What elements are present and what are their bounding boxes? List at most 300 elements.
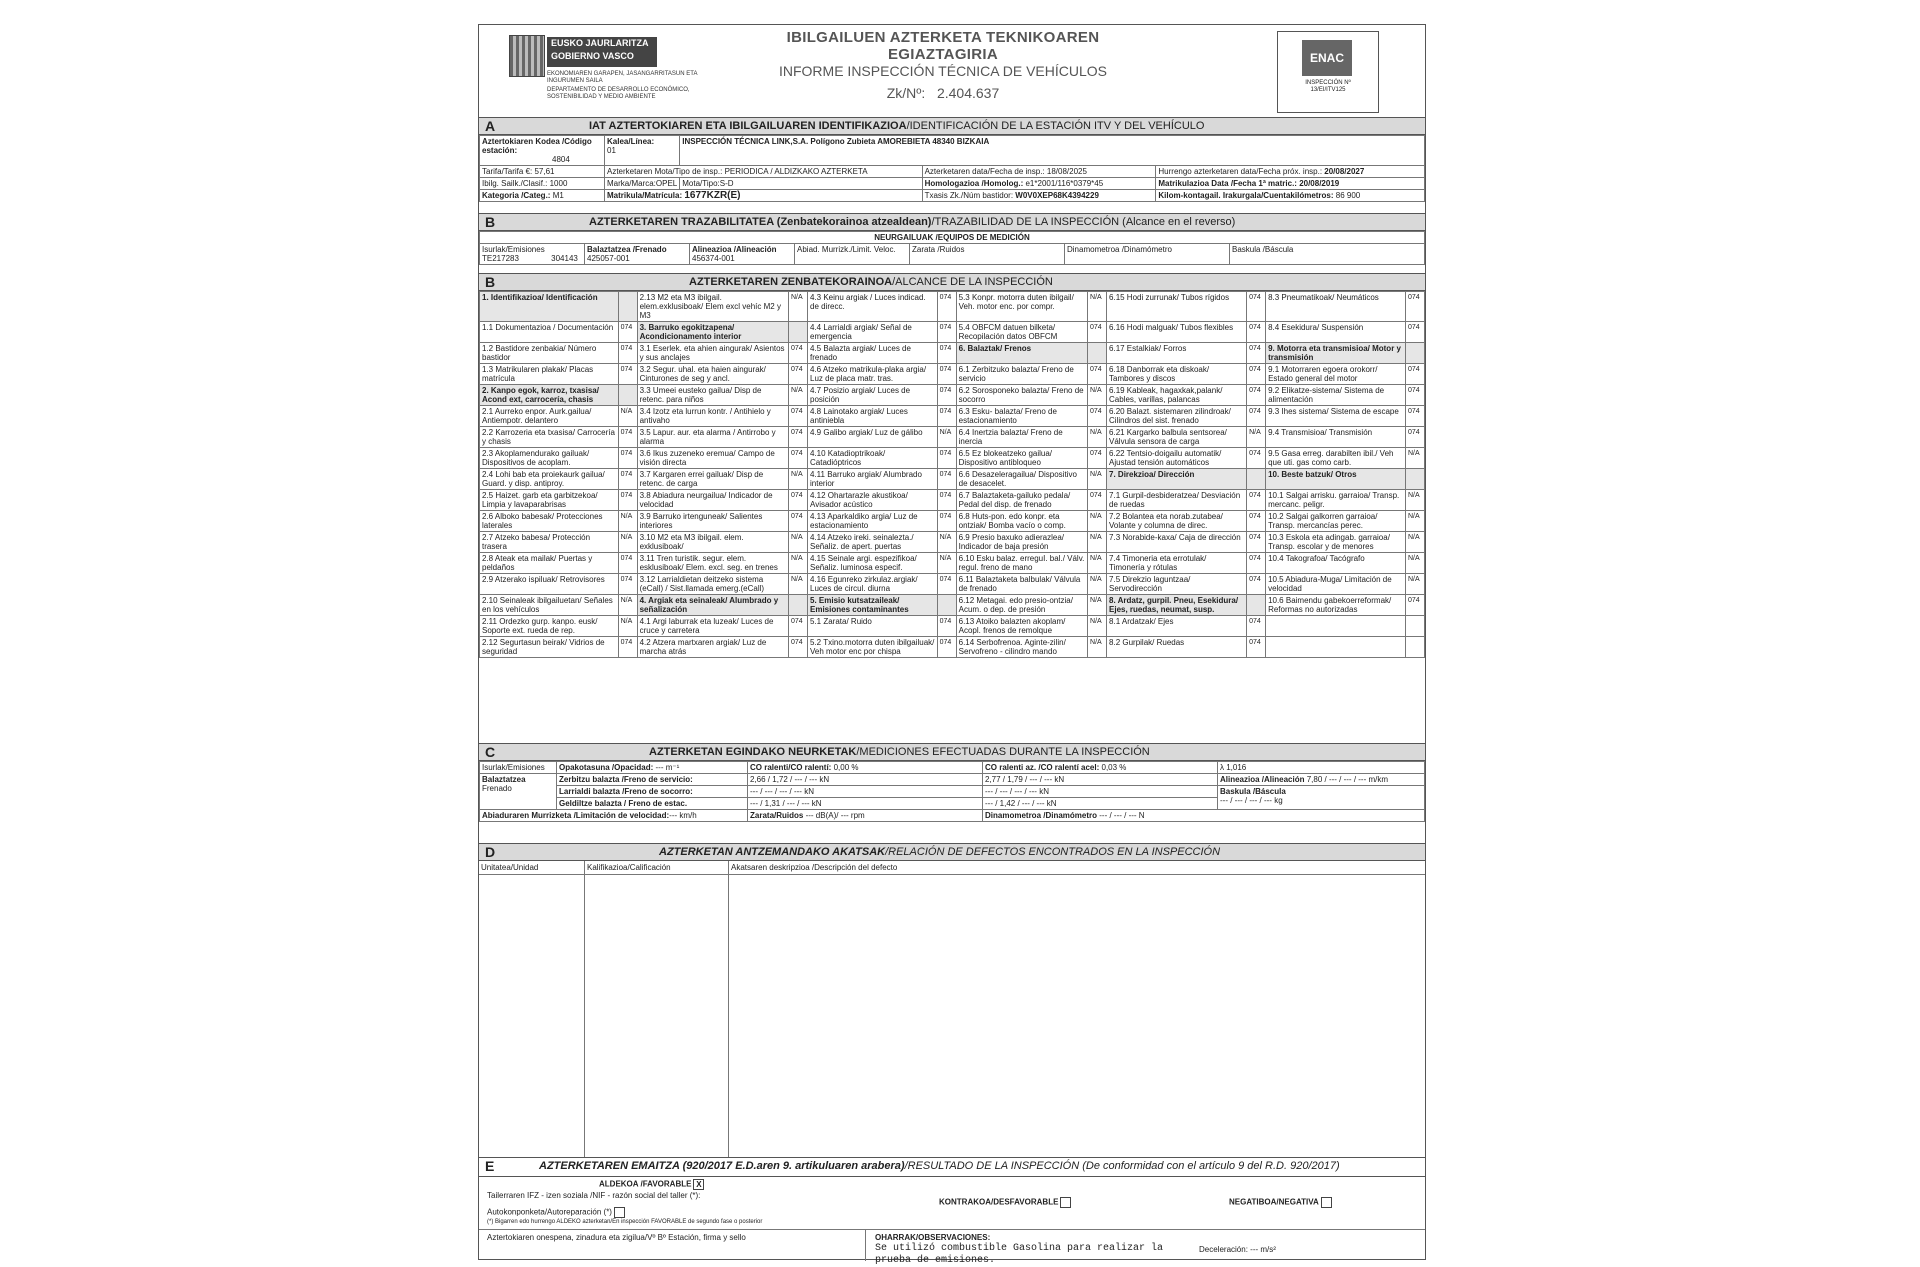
parking-brake-axle1: --- / 1,31 / --- / --- kN — [748, 798, 983, 810]
scope-item-result: 074 — [937, 574, 956, 595]
vin-cell — [922, 190, 1156, 202]
scope-item-result: 074 — [937, 343, 956, 364]
scope-item-label: 10.3 Eskola eta adingab. garraioa/ Transp. escolar y de menores — [1266, 532, 1406, 553]
scope-item-label: 4.8 Lainotako argiak/ Luces antiniebla — [808, 406, 938, 427]
scope-item-result: N/A — [1406, 511, 1425, 532]
km-cell — [1156, 190, 1425, 202]
scope-item-label: 2.1 Aurreko enpor. Aurk.gailua/ Antiempotr. delantero — [480, 406, 619, 427]
scope-item-result: 074 — [1247, 532, 1266, 553]
scope-item-label: 2.13 M2 eta M3 ibilgail. elem.exklusiboak/ Elem excl vehíc M2 y M3 — [637, 292, 788, 322]
scope-item-result: 074 — [1247, 364, 1266, 385]
scope-item-result: 074 — [1247, 406, 1266, 427]
scope-item-result: 074 — [618, 490, 637, 511]
section-title-eu: AZTERKETAN ANTZEMANDAKO AKATSAK — [659, 846, 886, 858]
scope-item-result: 074 — [789, 343, 808, 364]
scope-item-label: 6.12 Metagai. edo presio-ontzia/ Acum. o dep. de presión — [956, 595, 1087, 616]
parking-brake-label: Geldiltze balazta / Freno de estac. — [557, 798, 748, 810]
scope-item-result: N/A — [1088, 427, 1107, 448]
label: Kategoria /Categ.: — [482, 191, 551, 200]
scope-item-result: 074 — [1406, 595, 1425, 616]
favorable-result — [599, 1179, 704, 1190]
scope-row — [480, 406, 1425, 427]
scope-item-result: N/A — [1088, 553, 1107, 574]
value: M1 — [552, 191, 564, 200]
label: Dinamometroa /Dinamómetro — [985, 811, 1098, 820]
scope-item-result: 074 — [937, 637, 956, 658]
homologation-cell — [922, 178, 1156, 190]
scope-item-result: 074 — [789, 406, 808, 427]
report-number-label: Zk/Nº: — [886, 85, 926, 101]
scope-item-label: 4.1 Argi laburrak eta luzeak/ Luces de cruce y carretera — [637, 616, 788, 637]
label: Marka/Marca: — [607, 179, 656, 188]
scope-item-label: 8.3 Pneumatikoak/ Neumáticos — [1266, 292, 1406, 322]
tariff-cell — [480, 166, 605, 178]
gov-name — [547, 37, 657, 67]
section-title-es: /TRAZABILIDAD DE LA INSPECCIÓN (Alcance en el reverso) — [931, 216, 1236, 228]
value: PERIODICA / ALDIZKAKO AZTERKETA — [724, 167, 868, 176]
scope-item-label: 10. Beste batzuk/ Otros — [1266, 469, 1406, 490]
scope-item-result: N/A — [1088, 595, 1107, 616]
value: --- — [655, 763, 664, 772]
scope-item-result: 074 — [1406, 364, 1425, 385]
scope-item-label: 2.11 Ordezko gurp. kanpo. eusk/ Soporte ext. rueda de rep. — [480, 616, 619, 637]
label: Matrikulazioa Data /Fecha 1ª matric.: — [1158, 179, 1297, 188]
label: Alineazioa /Alineación — [1220, 775, 1305, 784]
scope-item-result: N/A — [1406, 574, 1425, 595]
scope-item-result: 074 — [789, 427, 808, 448]
scope-item-result — [1406, 616, 1425, 637]
gov-line2: GOBIERNO VASCO — [551, 51, 634, 61]
scope-item-label: 9.3 Ihes sistema/ Sistema de escape — [1266, 406, 1406, 427]
scope-row — [480, 292, 1425, 322]
section-title-es: /IDENTIFICACIÓN DE LA ESTACIÓN ITV Y DEL VEHÍCULO — [906, 120, 1205, 132]
scope-item-result: 074 — [1406, 427, 1425, 448]
section-b1-header — [479, 213, 1425, 231]
scope-item-label: 4.15 Seinale argi. espezifikoa/ Señaliz. luminosa especif. — [808, 553, 938, 574]
label: Homologazioa /Homolog.: — [924, 179, 1024, 188]
scope-item-result: N/A — [1088, 616, 1107, 637]
section-b1-title — [589, 214, 1235, 230]
scope-item-label: 10.6 Baimendu gabekoerreformak/ Reformas no autorizadas — [1266, 595, 1406, 616]
label: Aztertokiaren Kodea /Código estación: — [482, 137, 592, 155]
title-spanish: INFORME INSPECCIÓN TÉCNICA DE VEHÍCULOS — [778, 63, 1107, 79]
scope-item-label: 5.4 OBFCM datuen bilketa/ Recopilación datos OBFCM — [956, 322, 1087, 343]
scope-item-result: 074 — [1406, 322, 1425, 343]
scope-item-result: N/A — [1088, 574, 1107, 595]
scope-item-result: N/A — [789, 292, 808, 322]
label: λ — [1220, 763, 1224, 772]
scope-item-label: 3.11 Tren turistik. segur. elem. esklusiboak/ Elem. excl. seg. en trenes — [637, 553, 788, 574]
label: CO ralenti/CO ralentí: — [750, 763, 832, 772]
deceleration — [1199, 1245, 1276, 1254]
section-title-eu: AZTERKETAREN EMAITZA (920/2017 E.D.aren 9. artikuluaren arabera) — [539, 1160, 905, 1172]
scope-item-label: 2.4 Lohi bab eta proiekaurk gailua/ Guard. y disp. antiproy. — [480, 469, 619, 490]
negative-label: NEGATIBOA/NEGATIVA — [1229, 1197, 1319, 1207]
scope-item-label: 6.13 Atoiko balazten akoplam/ Acopl. frenos de remolque — [956, 616, 1087, 637]
scope-item-result: 074 — [1406, 406, 1425, 427]
value: OPEL — [655, 179, 678, 188]
service-brake-axle2: 2,77 / 1,79 / --- / --- kN — [983, 774, 1218, 786]
scope-item-label: 3.1 Eserlek. eta ahien aingurak/ Asientos y sus anclajes — [637, 343, 788, 364]
co-idle-cell — [748, 762, 983, 774]
scope-item-label: 4.13 Aparkaldiko argia/ Luz de estacionamiento — [808, 511, 938, 532]
scope-item-result — [618, 385, 637, 406]
scope-item-label: 6.18 Danborrak eta diskoak/ Tambores y discos — [1107, 364, 1247, 385]
label: Balaztatzea /Frenado — [587, 245, 667, 254]
self-repair — [487, 1207, 625, 1218]
self-repair-checkbox — [614, 1207, 625, 1218]
section-a-title — [589, 118, 1204, 134]
negative-checkbox — [1321, 1197, 1332, 1208]
value: 18/08/2025 — [1046, 167, 1087, 176]
scope-row — [480, 637, 1425, 658]
label: Opakotasuna /Opacidad: — [559, 763, 654, 772]
scope-item-label: 6.7 Balaztaketa-gailuko pedala/ Pedal del disp. de frenado — [956, 490, 1087, 511]
self-repair-label: Autokonponketa/Autoreparación (*) — [487, 1207, 612, 1217]
title-basque: IBILGAILUEN AZTERKETA TEKNIKOAREN EGIAZTAGIRIA — [786, 29, 1100, 63]
inspection-scope-table — [479, 291, 1425, 658]
result-note: (*) Bigarren edo hurrengo ALDEKO azterketan/En inspección FAVORABLE de segundo fase o posterior — [487, 1219, 763, 1225]
scope-item-result: N/A — [618, 406, 637, 427]
dept-line1: EKONOMIAREN GARAPEN, JASANGARRITASUN ETA INGURUMEN SAILA — [547, 71, 698, 84]
value: --- km/h — [669, 811, 697, 820]
scope-item-result: 074 — [1088, 448, 1107, 469]
scope-item-label: 6.21 Kargarko balbula sentsorea/ Válvula sensora de carga — [1107, 427, 1247, 448]
scope-item-label: 6.1 Zerbitzuko balazta/ Freno de servicio — [956, 364, 1087, 385]
gov-logo — [485, 31, 721, 109]
scope-item-label: 10.2 Salgai galkorren garraioa/ Transp. mercancías perec. — [1266, 511, 1406, 532]
scope-item-result: N/A — [937, 427, 956, 448]
department — [547, 71, 717, 101]
scope-item-result: N/A — [1406, 532, 1425, 553]
parking-brake-axle2: --- / 1,42 / --- / --- kN — [983, 798, 1218, 810]
description-column — [729, 861, 1425, 1167]
service-brake-axle1: 2,66 / 1,72 / --- / --- kN — [748, 774, 983, 786]
section-title-eu: AZTERKETAN EGINDAKO NEURKETAK — [649, 746, 857, 758]
scope-item-result: 074 — [618, 469, 637, 490]
scope-item-result: N/A — [618, 511, 637, 532]
scope-item-result: 074 — [937, 364, 956, 385]
value: 57,61 — [534, 167, 555, 176]
favorable-checkbox: X — [693, 1179, 704, 1190]
value: 456374-001 — [692, 254, 735, 263]
emergency-brake-axle2: --- / --- / --- / --- kN — [983, 786, 1218, 798]
scope-item-label: 8. Ardatz, gurpil. Pneu, Esekidura/ Ejes, ruedas, neumat, susp. — [1107, 595, 1247, 616]
scope-item-result: N/A — [1088, 385, 1107, 406]
label: CO ralenti az. /CO ralentí acel: — [985, 763, 1100, 772]
emissions-equipment — [480, 244, 585, 265]
scope-item-label: 9.2 Elikatze-sistema/ Sistema de alimentación — [1266, 385, 1406, 406]
section-c-title — [649, 744, 1150, 760]
scope-item-result: 074 — [789, 490, 808, 511]
type-cell — [605, 166, 923, 178]
scope-item-result: 074 — [789, 637, 808, 658]
measurements-table — [479, 761, 1425, 822]
rating-header: Kalifikazioa/Calificación — [585, 861, 728, 875]
scope-item-label: 6.9 Presio baxuko adierazlea/ Indicador de baja presión — [956, 532, 1087, 553]
plate-cell — [605, 190, 923, 202]
label: Kilom-kontagail. Irakurgala/Cuentakilómetros: — [1158, 191, 1334, 200]
report-header — [479, 25, 1425, 118]
date-cell — [922, 166, 1156, 178]
scope-item-result — [1247, 595, 1266, 616]
scope-item-label: 1.3 Matrikularen plakak/ Placas matrícula — [480, 364, 619, 385]
scope-item-result: 074 — [789, 448, 808, 469]
label-es: Frenado — [482, 784, 512, 793]
label: Mota/Tipo: — [682, 179, 720, 188]
scope-row — [480, 574, 1425, 595]
scope-item-label: 9.5 Gasa erreg. darabilten ibil./ Veh que uti. gas como carb. — [1266, 448, 1406, 469]
scope-item-result: 074 — [937, 469, 956, 490]
label: Azterketaren data/Fecha de insp.: — [924, 167, 1045, 176]
scope-item-label: 4.11 Barruko argiak/ Alumbrado interior — [808, 469, 938, 490]
noise-equipment: Zarata /Ruidos — [910, 244, 1065, 265]
section-title-eu: AZTERKETAREN TRAZABILITATEA (Zenbatekorainoa atzealdean) — [589, 216, 932, 228]
alignment-cell — [1218, 774, 1425, 786]
scope-item-label: 4.12 Ohartarazle akustikoa/ Avisador acústico — [808, 490, 938, 511]
scope-item-label: 1.2 Bastidore zenbakia/ Número bastidor — [480, 343, 619, 364]
scope-item-label: 6.2 Sorosponeko balazta/ Freno de socorro — [956, 385, 1087, 406]
scope-row — [480, 532, 1425, 553]
scope-item-label: 6.20 Balazt. sistemaren zilindroak/ Cilindros del sist. frenado — [1107, 406, 1247, 427]
scope-item-result: 074 — [789, 511, 808, 532]
brand-cell — [605, 178, 680, 190]
scope-item-label: 2.12 Segurtasun beirak/ Vidrios de seguridad — [480, 637, 619, 658]
value: 1677KZR(E) — [684, 190, 741, 201]
vehicle-identification-table — [479, 135, 1425, 202]
scope-item-label: 7.1 Gurpil-desbideratzea/ Desviación de ruedas — [1107, 490, 1247, 511]
scope-item-result: N/A — [1088, 532, 1107, 553]
scope-item-result: 074 — [618, 637, 637, 658]
scale-cell — [1218, 786, 1425, 810]
unfavorable-checkbox — [1060, 1197, 1071, 1208]
scope-item-label: 3.4 Izotz eta lurrun kontr. / Antihielo y antivaho — [637, 406, 788, 427]
label: Kalea/Línea: — [607, 137, 655, 146]
value: TE217283 — [482, 254, 519, 263]
scope-item-label: 6.11 Balaztaketa balbulak/ Válvula de frenado — [956, 574, 1087, 595]
scope-item-label: 10.1 Salgai arrisku. garraioa/ Transp. mercanc. peligr. — [1266, 490, 1406, 511]
station-code-cell — [480, 136, 605, 166]
emergency-brake-label: Larrialdi balazta /Freno de socorro: — [557, 786, 748, 798]
scope-item-label: 9. Motorra eta transmisioa/ Motor y transmisión — [1266, 343, 1406, 364]
scope-item-label: 4.7 Posizio argiak/ Luces de posición — [808, 385, 938, 406]
scope-item-result — [1088, 343, 1107, 364]
scope-item-result: 074 — [937, 511, 956, 532]
scope-item-label: 7.2 Bolantea eta norab.zutabea/ Volante y columna de direc. — [1107, 511, 1247, 532]
dept-line2: DEPARTAMENTO DE DESARROLLO ECONÓMICO, SOSTENIBILIDAD Y MEDIO AMBIENTE — [547, 87, 690, 100]
scope-item-label: 2.7 Atzeko babesa/ Protección trasera — [480, 532, 619, 553]
class-cell — [480, 178, 605, 190]
unfavorable-label: KONTRAKOA/DESFAVORABLE — [939, 1197, 1059, 1207]
scope-item-label: 6.3 Esku- balazta/ Freno de estacionamiento — [956, 406, 1087, 427]
scope-row — [480, 469, 1425, 490]
scope-item-label: 5.2 Txino.motorra duten ibilgailuak/ Veh motor enc por chispa — [808, 637, 938, 658]
scope-item-label: 2.2 Karrozeria eta txasisa/ Carrocería y chasis — [480, 427, 619, 448]
scope-item-result: 074 — [937, 490, 956, 511]
scope-item-result — [789, 322, 808, 343]
section-title-eu: AZTERKETAREN ZENBATEKORAINOA — [689, 276, 893, 288]
station-address: INSPECCIÓN TÉCNICA LINK,S.A. Polígono Zubieta AMOREBIETA 48340 BIZKAIA — [680, 136, 1425, 166]
scope-row — [480, 322, 1425, 343]
enac-text: INSPECCIÓN Nº 13/EI/ITV125 — [1305, 80, 1351, 93]
scope-item-result: 074 — [1088, 406, 1107, 427]
noise-cell — [748, 810, 983, 822]
value: 425057-001 — [587, 254, 630, 263]
section-title-es: /RESULTADO DE LA INSPECCIÓN (De conformidad con el artículo 9 del R.D. 920/2017) — [904, 1160, 1340, 1172]
section-b2-title — [689, 274, 1053, 290]
scope-item-label: 6.19 Kableak, hagaxkak,palank/ Cables, varillas, palancas — [1107, 385, 1247, 406]
scope-item-result: N/A — [789, 532, 808, 553]
scope-item-label: 9.4 Transmisioa/ Transmisión — [1266, 427, 1406, 448]
scope-item-result: 074 — [1088, 364, 1107, 385]
alignment-equipment — [690, 244, 795, 265]
scope-item-label: 3.6 Ikus zuzeneko eremua/ Campo de visión directa — [637, 448, 788, 469]
scope-item-label: 9.1 Motorraren egoera orokorr/ Estado general del motor — [1266, 364, 1406, 385]
scope-item-label: 6.17 Estalkiak/ Forros — [1107, 343, 1247, 364]
section-a-header — [479, 117, 1425, 135]
section-letter: A — [485, 118, 496, 134]
enac-mark: ENAC — [1302, 40, 1352, 76]
remarks-text: Se utilizó combustible Gasolina para realizar la prueba de emisiones. — [875, 1243, 1164, 1266]
scope-item-label: 2.9 Atzerako ispiluak/ Retrovisores — [480, 574, 619, 595]
value: S-D — [719, 179, 734, 188]
scope-item-result: 074 — [1247, 448, 1266, 469]
scope-item-result: 074 — [937, 406, 956, 427]
favorable-label: ALDEKOA /FAVORABLE — [599, 1179, 692, 1189]
value: 01 — [607, 146, 616, 155]
label: Hurrengo azterketaren data/Fecha próx. insp.: — [1158, 167, 1323, 176]
value: 1000 — [549, 179, 568, 188]
section-title-eu: IAT AZTERTOKIAREN ETA IBILGAILUAREN IDENTIFIKAZIOA — [589, 120, 907, 132]
scope-item-label: 4.10 Katadioptrikoak/ Catadióptricos — [808, 448, 938, 469]
value: --- / --- / --- N — [1099, 811, 1145, 820]
scope-item-label: 3.9 Barruko irtenguneak/ Salientes interiores — [637, 511, 788, 532]
enac-logo — [1277, 31, 1379, 113]
unit: m⁻¹ — [665, 763, 680, 772]
scope-item-label: 4.2 Atzera martxaren argiak/ Luz de marcha atrás — [637, 637, 788, 658]
value2: 304143 — [551, 254, 578, 263]
emissions-label: Isurlak/Emisiones — [480, 762, 557, 774]
scope-item-label: 4.3 Keinu argiak / Luces indicad. de direcc. — [808, 292, 938, 322]
scope-item-result: N/A — [1406, 448, 1425, 469]
label: Azterketaren Mota/Tipo de insp.: — [607, 167, 723, 176]
equipment-table — [479, 231, 1425, 265]
scope-item-label: 6.22 Tentsio-doigailu automatik/ Ajustad tensión automáticos — [1107, 448, 1247, 469]
scope-item-result: 074 — [1406, 385, 1425, 406]
scope-item-result: 074 — [1247, 511, 1266, 532]
scope-item-result: 074 — [1406, 292, 1425, 322]
section-c-header — [479, 743, 1425, 761]
scope-item-label: 6.5 Ez blokeatzeko gailua/ Dispositivo antibloqueo — [956, 448, 1087, 469]
scope-item-label: 6.8 Huts-pon. edo konpr. eta ontziak/ Bomba vacío o comp. — [956, 511, 1087, 532]
service-brake-label: Zerbitzu balazta /Freno de servicio: — [557, 774, 748, 786]
scope-item-label: 6.10 Esku balaz. erreguI. bal./ Válv. regul. freno de mano — [956, 553, 1087, 574]
co-accel-cell — [983, 762, 1218, 774]
scope-item-result: 074 — [1247, 553, 1266, 574]
rating-column — [585, 861, 729, 1167]
section-letter: C — [485, 744, 496, 760]
label: Deceleración: — [1199, 1245, 1248, 1254]
scope-item-label: 4.5 Balazta argiak/ Luces de frenado — [808, 343, 938, 364]
dynamometer-equipment: Dinamometroa /Dinamómetro — [1065, 244, 1230, 265]
label: Ibilg. Sailk./Clasif.: — [482, 179, 548, 188]
scope-item-result — [1247, 469, 1266, 490]
scope-item-label: 6.16 Hodi malguak/ Tubos flexibles — [1107, 322, 1247, 343]
scope-item-label: 3.3 Umeei eusteko gailua/ Disp de retenc. para niños — [637, 385, 788, 406]
report-number-value: 2.404.637 — [936, 85, 1000, 101]
scope-item-result: N/A — [789, 574, 808, 595]
scope-item-result — [789, 595, 808, 616]
value: 7,80 / --- / --- / --- m/km — [1306, 775, 1389, 784]
scope-row — [480, 616, 1425, 637]
scope-item-label: 3.2 Segur. uhal. eta haien aingurak/ Cinturones de seg y ancl. — [637, 364, 788, 385]
next-date-cell — [1156, 166, 1425, 178]
value: 0,03 % — [1101, 763, 1127, 772]
label: Abiaduraren Murrizketa /Limitación de velocidad: — [482, 811, 670, 820]
report-titles — [743, 29, 1143, 101]
scope-item-label: 5. Emisio kutsatzaileak/ Emisiones contaminantes — [808, 595, 938, 616]
scope-item-label: 6.6 Desazeleragailua/ Dispositivo de desacelet. — [956, 469, 1087, 490]
scope-item-result: 074 — [1088, 490, 1107, 511]
scope-item-result — [618, 292, 637, 322]
section-letter: D — [485, 844, 496, 860]
category-cell — [480, 190, 605, 202]
model-cell — [680, 178, 922, 190]
value: 1,016 — [1226, 763, 1247, 772]
section-title-es: /ALCANCE DE LA INSPECCIÓN — [892, 276, 1053, 288]
scope-item-label: 4.4 Larrialdi argiak/ Señal de emergencia — [808, 322, 938, 343]
scope-item-label: 2.5 Haizet. garb eta garbitzekoa/ Limpia y lavaparabrisas — [480, 490, 619, 511]
value: --- / --- / --- / --- kg — [1220, 796, 1283, 805]
scope-item-result: 074 — [789, 616, 808, 637]
scope-item-label: 4. Argiak eta seinaleak/ Alumbrado y señalización — [637, 595, 788, 616]
speed-limiter-equipment: Abiad. Murrizk./Limit. Veloc. — [795, 244, 910, 265]
scope-item-result: N/A — [789, 553, 808, 574]
scope-item-label — [1266, 637, 1406, 658]
scope-item-label: 8.4 Esekidura/ Suspensión — [1266, 322, 1406, 343]
scope-item-result — [1406, 637, 1425, 658]
scope-item-result: N/A — [789, 469, 808, 490]
scope-item-label: 1. Identifikazioa/ Identificación — [480, 292, 619, 322]
scope-item-label: 8.2 Gurpilak/ Ruedas — [1107, 637, 1247, 658]
scope-row — [480, 448, 1425, 469]
value: 86 900 — [1335, 191, 1361, 200]
scope-item-result: N/A — [1406, 490, 1425, 511]
scope-item-result: 074 — [1247, 322, 1266, 343]
section-e-title — [539, 1158, 1340, 1174]
inspection-report — [478, 24, 1426, 1266]
scope-item-label: 7.3 Norabide-kaxa/ Caja de dirección — [1107, 532, 1247, 553]
scope-item-result: N/A — [1088, 292, 1107, 322]
section-d-header — [479, 843, 1425, 861]
value: 0,00 % — [833, 763, 859, 772]
scope-item-result: 074 — [937, 616, 956, 637]
unit-header: Unitatea/Unidad — [479, 861, 584, 875]
scope-item-label: 10.4 Takografoa/ Tacógrafo — [1266, 553, 1406, 574]
scope-item-label: 2.8 Ateak eta mailak/ Puertas y peldaños — [480, 553, 619, 574]
scope-item-label: 4.9 Galibo argiak/ Luz de gálibo — [808, 427, 938, 448]
scope-row — [480, 553, 1425, 574]
scope-item-result: 074 — [1088, 322, 1107, 343]
scope-item-label: 2.10 Seinaleak ibilgailuetan/ Señales en los vehículos — [480, 595, 619, 616]
scope-item-label: 7. Direkzioa/ Dirección — [1107, 469, 1247, 490]
scope-item-label: 4.6 Atzeko matrikula-plaka argia/ Luz de placa matr. tras. — [808, 364, 938, 385]
scope-item-result: N/A — [1088, 469, 1107, 490]
value: e1*2001/116*0379*45 — [1025, 179, 1104, 188]
scale-equipment: Baskula /Báscula — [1230, 244, 1425, 265]
scope-item-result: N/A — [937, 553, 956, 574]
section-letter: B — [485, 274, 496, 290]
